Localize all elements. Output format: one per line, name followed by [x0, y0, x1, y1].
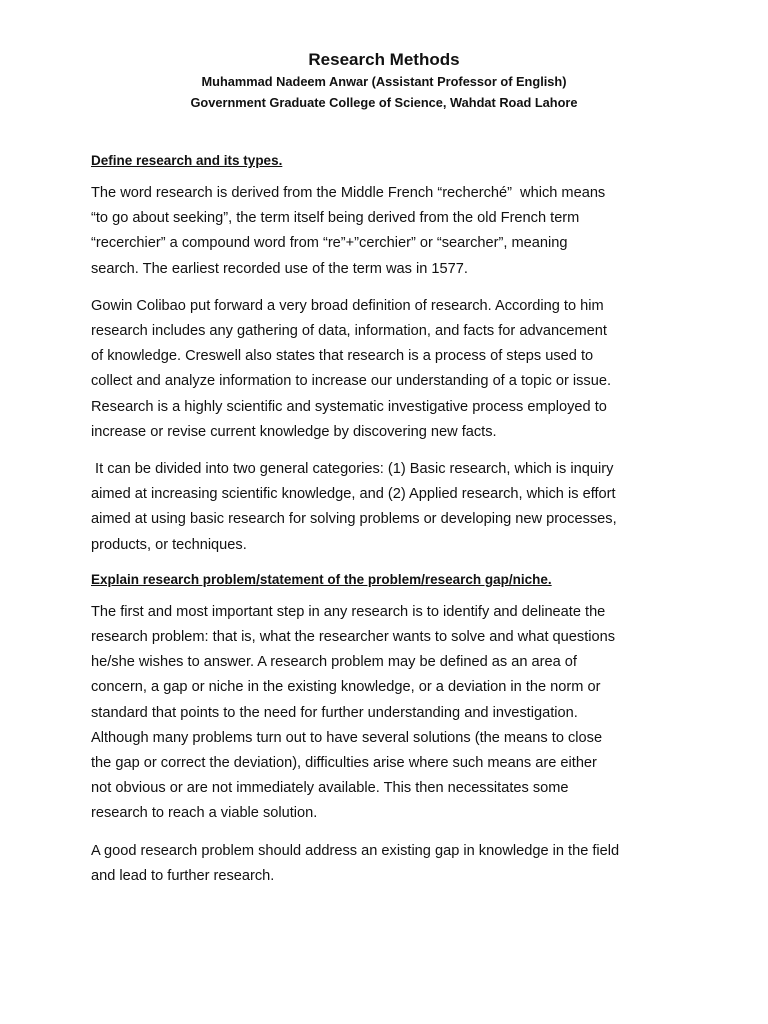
- text-line: search. The earliest recorded use of the term was in 1577.: [91, 260, 468, 277]
- text-line: It can be divided into two general categories: (1) Basic research, which is inquiry: [91, 461, 614, 478]
- text-line: of knowledge. Creswell also states that research is a process of steps used to: [91, 348, 594, 365]
- text-line: Gowin Colibao put forward a very broad definition of research. According to him: [91, 297, 604, 314]
- text-line: the gap or correct the deviation), difficulties arise where such means are either: [91, 755, 597, 772]
- text-line: The word research is derived from the Middle French “recherché” which means: [91, 185, 606, 201]
- paragraph-definition: [91, 294, 691, 445]
- text-line: aimed at increasing scientific knowledge, and (2) Applied research, which is effort: [91, 486, 616, 503]
- text-line: Research is a highly scientific and systematic investigative process employed to: [91, 398, 607, 415]
- text-line: research problem: that is, what the researcher wants to solve and what questions: [91, 629, 616, 646]
- text-line: products, or techniques.: [91, 536, 247, 553]
- document-body: [91, 151, 691, 901]
- text-line: collect and analyze information to increase our understanding of a topic or issue.: [91, 373, 612, 390]
- text-line: increase or revise current knowledge by discovering new facts.: [91, 423, 497, 440]
- paragraph-good-problem: [91, 839, 691, 889]
- text-line: he/she wishes to answer. A research problem may be defined as an area of: [91, 654, 577, 671]
- affiliation-line: Government Graduate College of Science, Wahdat Road Lahore: [190, 95, 578, 110]
- text-line: standard that points to the need for further understanding and investigation.: [91, 704, 578, 721]
- text-line: Although many problems turn out to have several solutions (the means to close: [91, 729, 603, 746]
- text-line: concern, a gap or niche in the existing knowledge, or a deviation in the norm or: [91, 679, 601, 696]
- paragraph-etymology: [91, 181, 691, 282]
- document-title: Research Methods: [308, 50, 460, 69]
- author-line: Muhammad Nadeem Anwar (Assistant Professor of English): [201, 74, 567, 89]
- text-line: The first and most important step in any research is to identify and delineate the: [91, 603, 606, 620]
- paragraph-research-problem: [91, 600, 691, 827]
- text-line: A good research problem should address an existing gap in knowledge in the field: [91, 842, 620, 859]
- text-line: research to reach a viable solution.: [91, 805, 318, 822]
- text-line: and lead to further research.: [91, 867, 275, 884]
- text-line: “recerchier” a compound word from “re”+”cerchier” or “searcher”, meaning: [91, 235, 568, 252]
- document-header: [0, 49, 768, 113]
- section-heading-define-research: Define research and its types.: [91, 153, 283, 168]
- text-line: “to go about seeking”, the term itself being derived from the old French term: [91, 210, 580, 227]
- section-heading-research-problem: Explain research problem/statement of the problem/research gap/niche.: [91, 571, 552, 587]
- text-line: not obvious or are not immediately available. This then necessitates some: [91, 780, 569, 797]
- text-line: aimed at using basic research for solving problems or developing new processes,: [91, 511, 617, 528]
- text-line: research includes any gathering of data, information, and facts for advancement: [91, 323, 607, 340]
- paragraph-categories: [91, 457, 691, 558]
